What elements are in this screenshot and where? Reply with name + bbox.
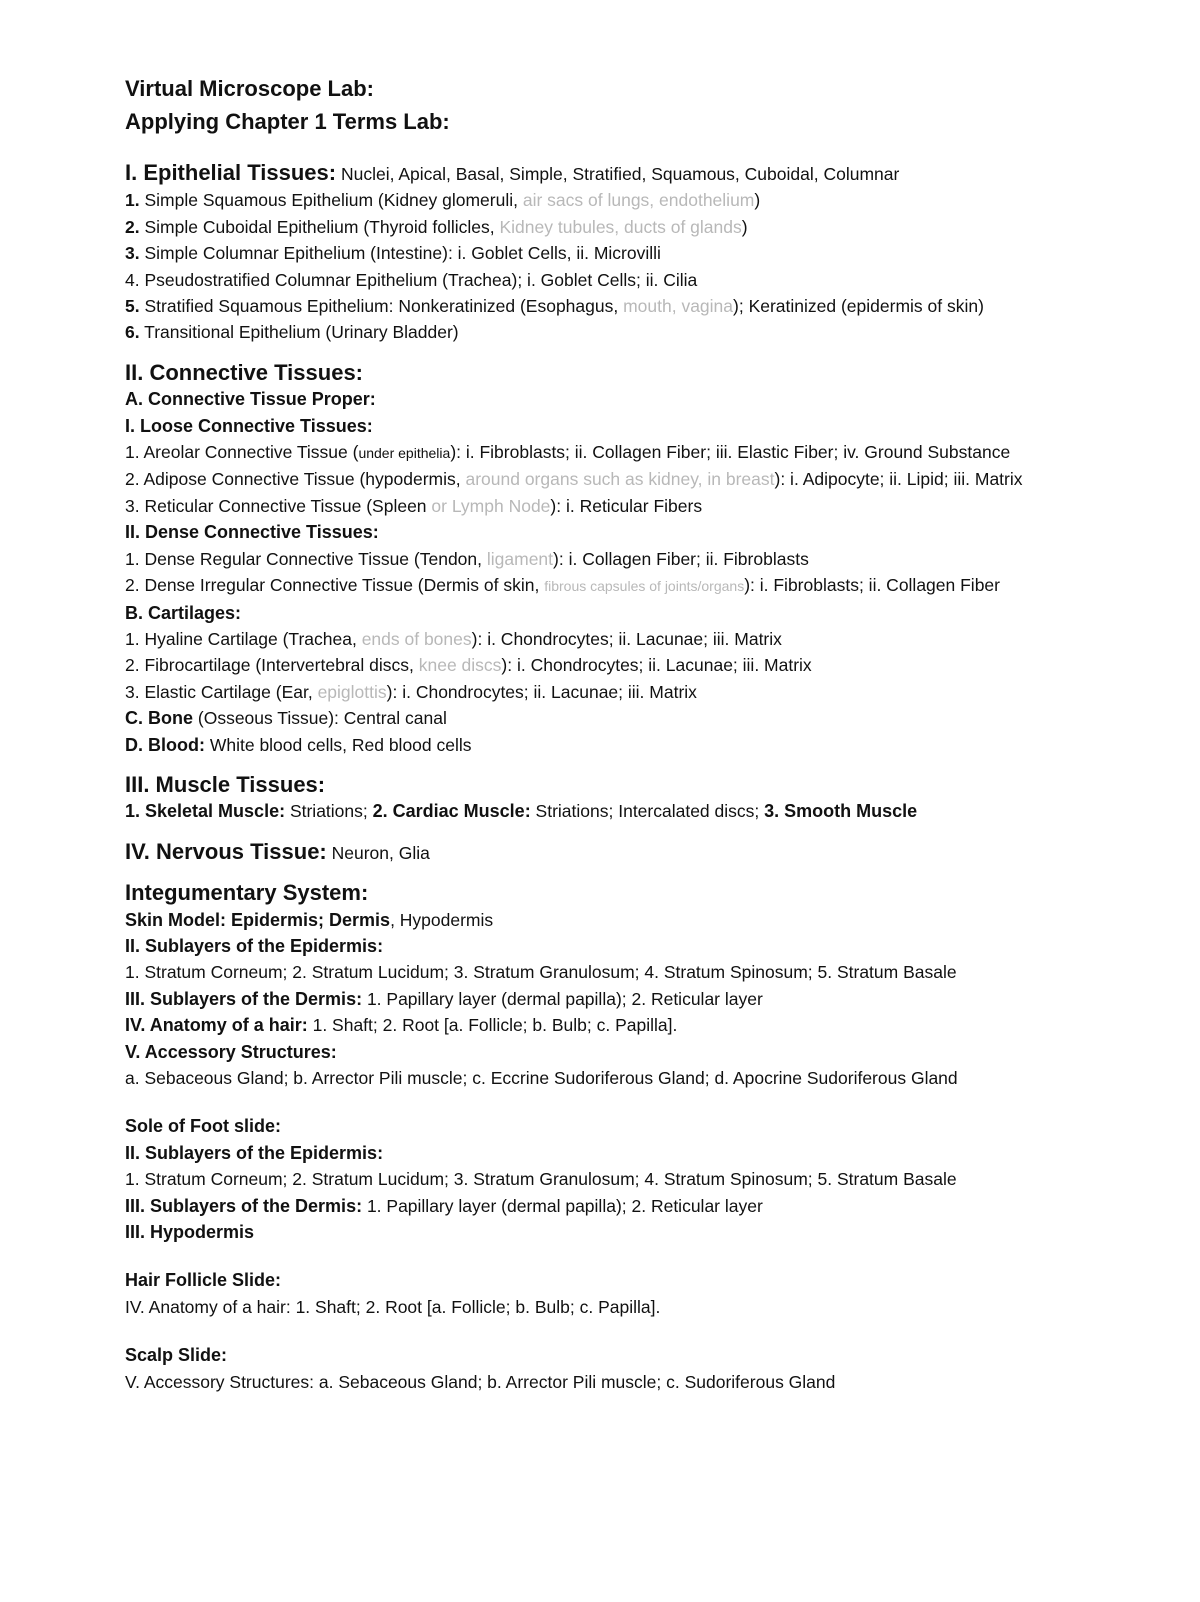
hair-anatomy-line: IV. Anatomy of a hair: 1. Shaft; 2. Root [a. Follicle; b. Bulb; c. Papilla]. <box>125 1015 678 1036</box>
dense-regular-item: 1. Dense Regular Connective Tissue (Tendon, ligament): i. Collagen Fiber; ii. Fibroblasts <box>125 548 809 569</box>
epithelial-item-6: 6. Transitional Epithelium (Urinary Bladder) <box>125 322 459 343</box>
hair-follicle-text: IV. Anatomy of a hair: 1. Shaft; 2. Root [a. Follicle; b. Bulb; c. Papilla]. <box>125 1296 661 1317</box>
epithelial-terms: Nuclei, Apical, Basal, Simple, Stratified, Squamous, Cuboidal, Columnar <box>340 164 900 184</box>
dense-irregular-item: 2. Dense Irregular Connective Tissue (Dermis of skin, fibrous capsules of joints/organs): i. Fibroblasts; ii. Collagen Fiber <box>125 575 1000 596</box>
cartilages-heading: B. Cartilages: <box>125 602 242 623</box>
adipose-item: 2. Adipose Connective Tissue (hypodermis, around organs such as kidney, in breast): i. Adipocyte; ii. Lipid; iii. Matrix <box>125 469 1023 490</box>
sole-epidermis-heading: II. Sublayers of the Epidermis: <box>125 1142 384 1163</box>
epithelial-item-2: 2. Simple Cuboidal Epithelium (Thyroid follicles, Kidney tubules, ducts of glands) <box>125 216 748 237</box>
dermis-sublayers-line: III. Sublayers of the Dermis: 1. Papillary layer (dermal papilla); 2. Reticular layer <box>125 988 763 1009</box>
epithelial-heading-line <box>125 160 1145 187</box>
sole-dermis-line: III. Sublayers of the Dermis: 1. Papillary layer (dermal papilla); 2. Reticular layer <box>125 1195 763 1216</box>
scalp-heading: Scalp Slide: <box>125 1345 228 1366</box>
muscle-items: 1. Skeletal Muscle: Striations; 2. Cardiac Muscle: Striations; Intercalated discs; 3. Smooth Muscle <box>125 801 918 822</box>
loose-connective-heading: I. Loose Connective Tissues: <box>125 415 373 436</box>
epithelial-item-1: 1. Simple Squamous Epithelium (Kidney glomeruli, air sacs of lungs, endothelium) <box>125 190 761 211</box>
dense-connective-heading: II. Dense Connective Tissues: <box>125 522 379 543</box>
nervous-line: IV. Nervous Tissue: Neuron, Glia <box>125 838 430 864</box>
sole-hypodermis: III. Hypodermis <box>125 1222 255 1243</box>
epithelial-heading: I. Epithelial Tissues: <box>125 160 337 185</box>
elastic-cartilage-item: 3. Elastic Cartilage (Ear, epiglottis): i. Chondrocytes; ii. Lacunae; iii. Matrix <box>125 681 697 702</box>
document-title: Virtual Microscope Lab: <box>125 76 374 101</box>
blood-item: D. Blood: White blood cells, Red blood cells <box>125 734 472 755</box>
skin-model-line: Skin Model: Epidermis; Dermis, Hypodermis <box>125 909 494 930</box>
epidermis-sublayers-heading: II. Sublayers of the Epidermis: <box>125 935 384 956</box>
nervous-heading: IV. Nervous Tissue: <box>125 838 327 864</box>
accessory-heading: V. Accessory Structures: <box>125 1041 337 1062</box>
integumentary-heading: Integumentary System: <box>125 880 369 906</box>
epidermis-strata: 1. Stratum Corneum; 2. Stratum Lucidum; 3. Stratum Granulosum; 4. Stratum Spinosum; 5. Stratum Basale <box>125 962 957 983</box>
hair-follicle-heading: Hair Follicle Slide: <box>125 1270 282 1291</box>
accessory-items: a. Sebaceous Gland; b. Arrector Pili muscle; c. Eccrine Sudoriferous Gland; d. Apocrine Sudoriferous Gland <box>125 1068 958 1088</box>
reticular-item: 3. Reticular Connective Tissue (Spleen or Lymph Node): i. Reticular Fibers <box>125 495 703 516</box>
connective-heading: II. Connective Tissues: <box>125 359 364 385</box>
epithelial-item-3: 3. Simple Columnar Epithelium (Intestine): i. Goblet Cells, ii. Microvilli <box>125 243 661 264</box>
sole-strata: 1. Stratum Corneum; 2. Stratum Lucidum; 3. Stratum Granulosum; 4. Stratum Spinosum; 5. Stratum Basale <box>125 1169 957 1190</box>
muscle-heading: III. Muscle Tissues: <box>125 771 326 797</box>
scalp-text: V. Accessory Structures: a. Sebaceous Gland; b. Arrector Pili muscle; c. Sudoriferous Gland <box>125 1371 836 1392</box>
bone-item: C. Bone (Osseous Tissue): Central canal <box>125 708 447 729</box>
document-subtitle: Applying Chapter 1 Terms Lab: <box>125 109 450 134</box>
hyaline-item: 1. Hyaline Cartilage (Trachea, ends of bones): i. Chondrocytes; ii. Lacunae; iii. Matrix <box>125 628 782 649</box>
document-page <box>125 72 1145 1395</box>
connective-proper-heading: A. Connective Tissue Proper: <box>125 389 376 410</box>
sole-heading: Sole of Foot slide: <box>125 1116 281 1137</box>
epithelial-item-5: 5. Stratified Squamous Epithelium: Nonkeratinized (Esophagus, mouth, vagina); Keratinized (epidermis of skin) <box>125 296 984 317</box>
fibrocartilage-item: 2. Fibrocartilage (Intervertebral discs, knee discs): i. Chondrocytes; ii. Lacunae; iii. Matrix <box>125 655 812 676</box>
epithelial-item-4: 4. Pseudostratified Columnar Epithelium (Trachea); i. Goblet Cells; ii. Cilia <box>125 269 698 290</box>
areolar-item: 1. Areolar Connective Tissue (under epithelia): i. Fibroblasts; ii. Collagen Fiber; iii. Elastic Fiber; iv. Ground Substance <box>125 442 1011 463</box>
